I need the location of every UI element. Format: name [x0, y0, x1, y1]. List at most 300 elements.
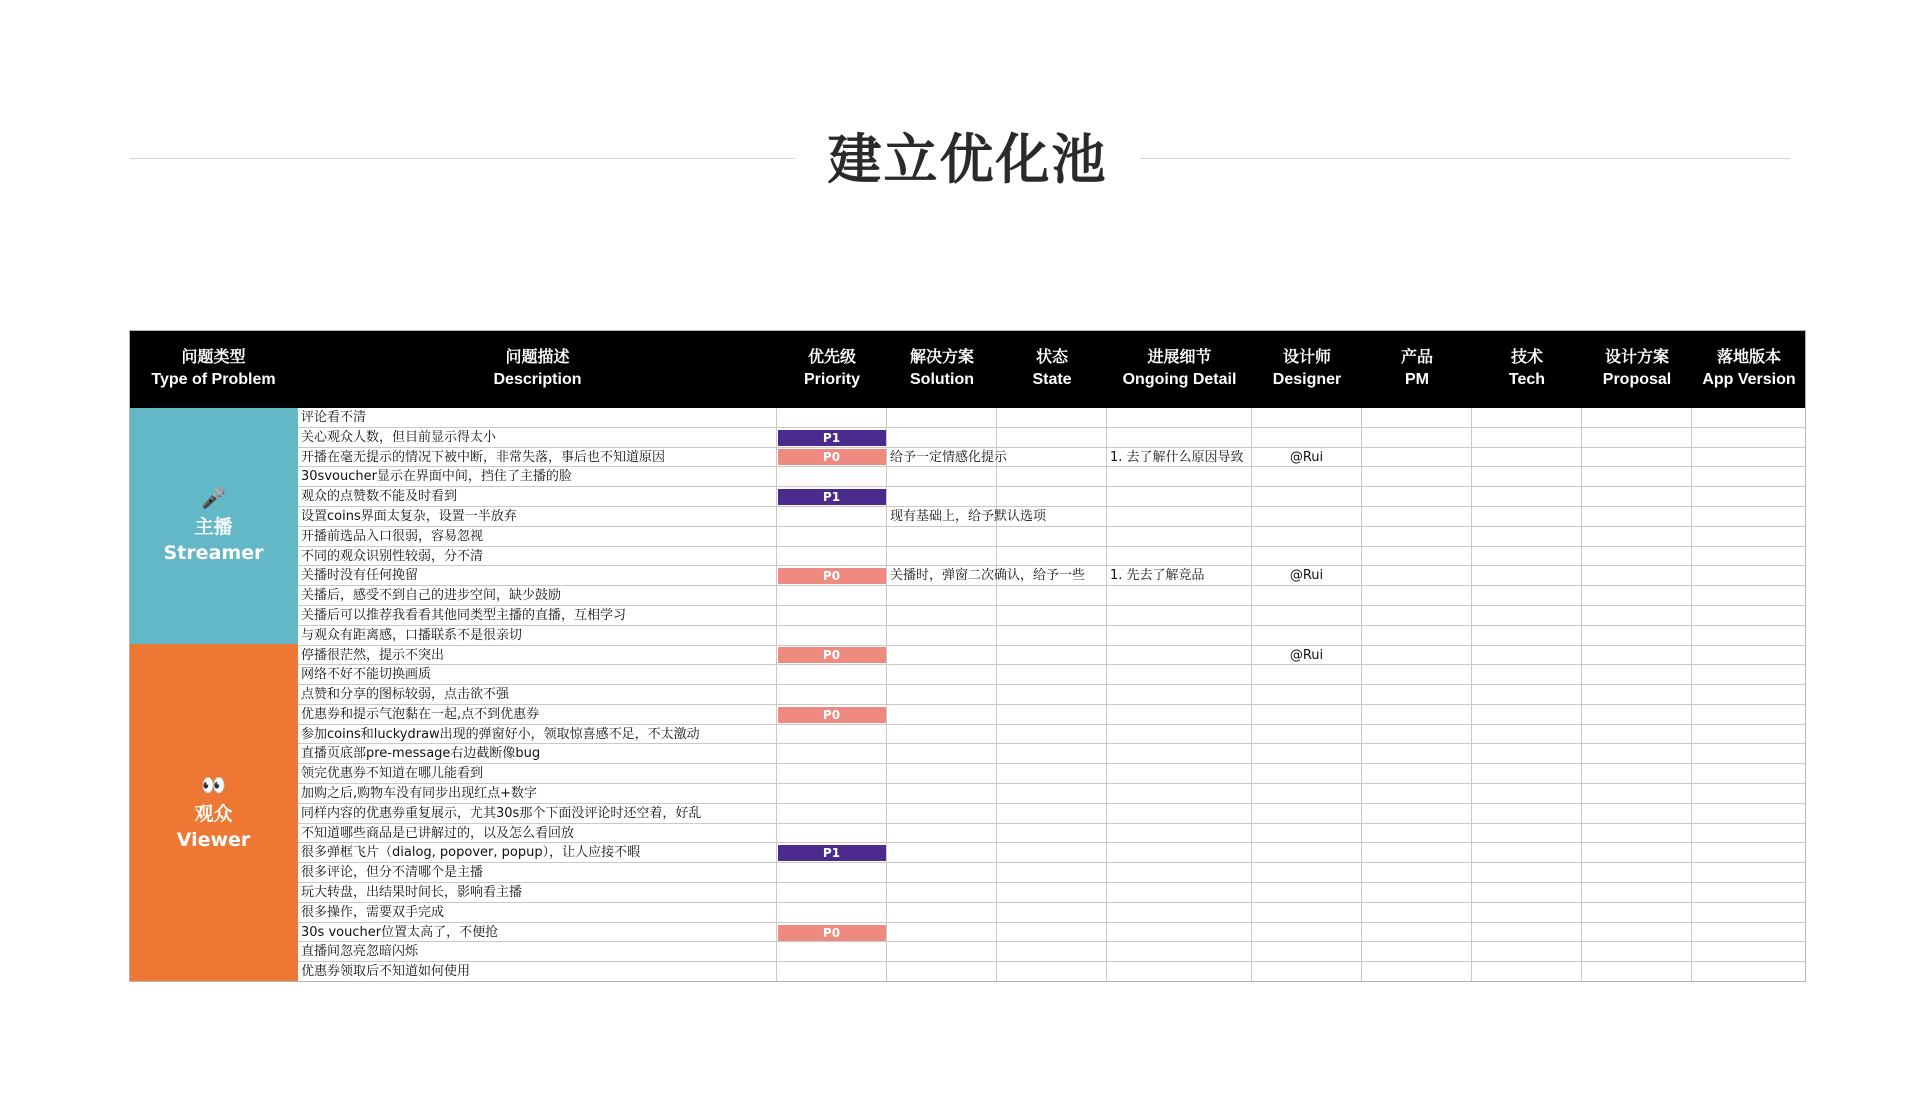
designer-cell[interactable] — [1252, 408, 1362, 428]
designer-cell[interactable] — [1252, 883, 1362, 903]
detail-cell[interactable] — [1107, 804, 1252, 824]
proposal-cell[interactable] — [1582, 665, 1692, 685]
state-cell[interactable] — [997, 408, 1107, 428]
solution-cell[interactable]: 现有基础上，给予默认选项 — [887, 507, 997, 527]
pm-cell[interactable] — [1362, 784, 1472, 804]
description-cell[interactable]: 关心观众人数，但目前显示得太小 — [298, 428, 777, 448]
priority-cell[interactable] — [777, 487, 887, 507]
designer-cell[interactable] — [1252, 824, 1362, 844]
solution-cell[interactable] — [887, 843, 997, 863]
solution-cell[interactable] — [887, 824, 997, 844]
solution-cell[interactable] — [887, 685, 997, 705]
tech-cell[interactable] — [1472, 646, 1582, 666]
tech-cell[interactable] — [1472, 487, 1582, 507]
priority-cell[interactable] — [777, 824, 887, 844]
detail-cell[interactable] — [1107, 586, 1252, 606]
pm-cell[interactable] — [1362, 626, 1472, 646]
detail-cell[interactable] — [1107, 923, 1252, 943]
description-cell[interactable]: 很多评论，但分不清哪个是主播 — [298, 863, 777, 883]
designer-cell[interactable] — [1252, 527, 1362, 547]
state-cell[interactable] — [997, 566, 1107, 586]
category-label-cn: 主播 — [194, 516, 233, 538]
state-cell[interactable] — [997, 487, 1107, 507]
description-cell[interactable]: 不知道哪些商品是已讲解过的，以及怎么看回放 — [298, 824, 777, 844]
priority-cell[interactable] — [777, 606, 887, 626]
state-cell[interactable] — [997, 725, 1107, 745]
solution-cell[interactable] — [887, 646, 997, 666]
proposal-cell[interactable] — [1582, 725, 1692, 745]
detail-cell[interactable] — [1107, 725, 1252, 745]
priority-cell[interactable] — [777, 705, 887, 725]
table-row — [298, 725, 1806, 745]
priority-cell[interactable] — [777, 883, 887, 903]
app-version-cell[interactable] — [1692, 903, 1806, 923]
proposal-cell[interactable] — [1582, 824, 1692, 844]
description-cell[interactable]: 开播前选品入口很弱，容易忽视 — [298, 527, 777, 547]
proposal-cell[interactable] — [1582, 962, 1692, 982]
detail-cell[interactable] — [1107, 863, 1252, 883]
pm-cell[interactable] — [1362, 665, 1472, 685]
state-cell[interactable] — [997, 942, 1107, 962]
app-version-cell[interactable] — [1692, 467, 1806, 487]
designer-cell[interactable] — [1252, 606, 1362, 626]
tech-cell[interactable] — [1472, 784, 1582, 804]
priority-cell[interactable] — [777, 725, 887, 745]
app-version-cell[interactable] — [1692, 527, 1806, 547]
solution-cell[interactable] — [887, 784, 997, 804]
tech-cell[interactable] — [1472, 408, 1582, 428]
description-cell[interactable]: 玩大转盘，出结果时间长，影响看主播 — [298, 883, 777, 903]
tech-cell[interactable] — [1472, 547, 1582, 567]
description-cell[interactable]: 关播时没有任何挽留 — [298, 566, 777, 586]
detail-cell[interactable] — [1107, 883, 1252, 903]
state-cell[interactable] — [997, 665, 1107, 685]
description-cell[interactable]: 很多弹框飞片（dialog, popover, popup），让人应接不暇 — [298, 843, 777, 863]
proposal-cell[interactable] — [1582, 705, 1692, 725]
description-cell[interactable]: 开播在毫无提示的情况下被中断，非常失落，事后也不知道原因 — [298, 448, 777, 468]
pm-cell[interactable] — [1362, 824, 1472, 844]
tech-cell[interactable] — [1472, 428, 1582, 448]
app-version-cell[interactable] — [1692, 942, 1806, 962]
detail-cell[interactable] — [1107, 685, 1252, 705]
state-cell[interactable] — [997, 507, 1107, 527]
priority-cell[interactable] — [777, 665, 887, 685]
priority-cell[interactable] — [777, 408, 887, 428]
header-label-en: App Version — [1702, 371, 1796, 388]
tech-cell[interactable] — [1472, 883, 1582, 903]
solution-cell[interactable] — [887, 467, 997, 487]
solution-cell[interactable] — [887, 903, 997, 923]
detail-cell[interactable] — [1107, 606, 1252, 626]
priority-cell[interactable] — [777, 923, 887, 943]
tech-cell[interactable] — [1472, 744, 1582, 764]
detail-cell[interactable] — [1107, 903, 1252, 923]
tech-cell[interactable] — [1472, 863, 1582, 883]
proposal-cell[interactable] — [1582, 883, 1692, 903]
detail-cell[interactable] — [1107, 962, 1252, 982]
proposal-cell[interactable] — [1582, 467, 1692, 487]
designer-cell[interactable]: @Rui — [1252, 566, 1362, 586]
designer-cell[interactable]: @Rui — [1252, 448, 1362, 468]
designer-cell[interactable] — [1252, 764, 1362, 784]
app-version-cell[interactable] — [1692, 487, 1806, 507]
pm-cell[interactable] — [1362, 586, 1472, 606]
tech-cell[interactable] — [1472, 942, 1582, 962]
app-version-cell[interactable] — [1692, 606, 1806, 626]
solution-cell[interactable] — [887, 764, 997, 784]
state-cell[interactable] — [997, 843, 1107, 863]
description-cell[interactable]: 直播间忽亮忽暗闪烁 — [298, 942, 777, 962]
proposal-cell[interactable] — [1582, 626, 1692, 646]
detail-cell[interactable] — [1107, 527, 1252, 547]
tech-cell[interactable] — [1472, 507, 1582, 527]
pm-cell[interactable] — [1362, 428, 1472, 448]
proposal-cell[interactable] — [1582, 646, 1692, 666]
state-cell[interactable] — [997, 962, 1107, 982]
solution-cell[interactable] — [887, 606, 997, 626]
proposal-cell[interactable] — [1582, 685, 1692, 705]
tech-cell[interactable] — [1472, 764, 1582, 784]
solution-cell[interactable] — [887, 665, 997, 685]
app-version-cell[interactable] — [1692, 665, 1806, 685]
description-cell[interactable]: 与观众有距离感，口播联系不是很亲切 — [298, 626, 777, 646]
detail-cell[interactable] — [1107, 665, 1252, 685]
state-cell[interactable] — [997, 744, 1107, 764]
pm-cell[interactable] — [1362, 764, 1472, 784]
solution-cell[interactable] — [887, 626, 997, 646]
priority-cell[interactable] — [777, 566, 887, 586]
table-row — [298, 942, 1806, 962]
designer-cell[interactable] — [1252, 507, 1362, 527]
tech-cell[interactable] — [1472, 725, 1582, 745]
app-version-cell[interactable] — [1692, 843, 1806, 863]
detail-cell[interactable] — [1107, 705, 1252, 725]
description-cell[interactable]: 加购之后,购物车没有同步出现红点+数字 — [298, 784, 777, 804]
pm-cell[interactable] — [1362, 606, 1472, 626]
solution-cell[interactable] — [887, 962, 997, 982]
proposal-cell[interactable] — [1582, 507, 1692, 527]
solution-cell[interactable] — [887, 408, 997, 428]
priority-cell[interactable] — [777, 428, 887, 448]
description-cell[interactable]: 关播后，感受不到自己的进步空间，缺少鼓励 — [298, 586, 777, 606]
priority-cell[interactable] — [777, 744, 887, 764]
description-cell[interactable]: 很多操作，需要双手完成 — [298, 903, 777, 923]
pm-cell[interactable] — [1362, 962, 1472, 982]
pm-cell[interactable] — [1362, 507, 1472, 527]
solution-cell[interactable] — [887, 705, 997, 725]
tech-cell[interactable] — [1472, 665, 1582, 685]
pm-cell[interactable] — [1362, 804, 1472, 824]
designer-cell[interactable] — [1252, 744, 1362, 764]
pm-cell[interactable] — [1362, 725, 1472, 745]
detail-cell[interactable] — [1107, 428, 1252, 448]
designer-cell[interactable]: @Rui — [1252, 646, 1362, 666]
tech-cell[interactable] — [1472, 824, 1582, 844]
table-grid — [298, 408, 1806, 982]
app-version-cell[interactable] — [1692, 448, 1806, 468]
proposal-cell[interactable] — [1582, 547, 1692, 567]
detail-cell[interactable]: 1. 去了解什么原因导致 — [1107, 448, 1252, 468]
description-cell[interactable]: 不同的观众识别性较弱，分不清 — [298, 547, 777, 567]
header-label-cn: 优先级 — [807, 349, 856, 366]
pm-cell[interactable] — [1362, 487, 1472, 507]
designer-cell[interactable] — [1252, 685, 1362, 705]
proposal-cell[interactable] — [1582, 487, 1692, 507]
designer-cell[interactable] — [1252, 923, 1362, 943]
designer-cell[interactable] — [1252, 784, 1362, 804]
solution-cell[interactable] — [887, 586, 997, 606]
app-version-cell[interactable] — [1692, 566, 1806, 586]
state-cell[interactable] — [997, 804, 1107, 824]
pm-cell[interactable] — [1362, 705, 1472, 725]
state-cell[interactable] — [997, 705, 1107, 725]
detail-cell[interactable] — [1107, 646, 1252, 666]
pm-cell[interactable] — [1362, 923, 1472, 943]
solution-cell[interactable] — [887, 547, 997, 567]
header-tech — [1472, 330, 1582, 408]
detail-cell[interactable] — [1107, 824, 1252, 844]
state-cell[interactable] — [997, 784, 1107, 804]
app-version-cell[interactable] — [1692, 883, 1806, 903]
description-cell[interactable]: 优惠券和提示气泡黏在一起,点不到优惠券 — [298, 705, 777, 725]
tech-cell[interactable] — [1472, 705, 1582, 725]
priority-cell[interactable] — [777, 586, 887, 606]
priority-cell[interactable] — [777, 527, 887, 547]
priority-cell[interactable] — [777, 507, 887, 527]
state-cell[interactable] — [997, 903, 1107, 923]
tech-cell[interactable] — [1472, 685, 1582, 705]
pm-cell[interactable] — [1362, 883, 1472, 903]
app-version-cell[interactable] — [1692, 586, 1806, 606]
priority-cell[interactable] — [777, 863, 887, 883]
priority-cell[interactable] — [777, 626, 887, 646]
pm-cell[interactable] — [1362, 408, 1472, 428]
pm-cell[interactable] — [1362, 646, 1472, 666]
app-version-cell[interactable] — [1692, 804, 1806, 824]
priority-cell[interactable] — [777, 804, 887, 824]
proposal-cell[interactable] — [1582, 606, 1692, 626]
detail-cell[interactable] — [1107, 784, 1252, 804]
state-cell[interactable] — [997, 448, 1107, 468]
proposal-cell[interactable] — [1582, 744, 1692, 764]
description-cell[interactable]: 评论看不清 — [298, 408, 777, 428]
tech-cell[interactable] — [1472, 962, 1582, 982]
solution-cell[interactable]: 关播时，弹窗二次确认，给予一些 — [887, 566, 997, 586]
proposal-cell[interactable] — [1582, 804, 1692, 824]
tech-cell[interactable] — [1472, 467, 1582, 487]
solution-cell[interactable] — [887, 744, 997, 764]
app-version-cell[interactable] — [1692, 507, 1806, 527]
state-cell[interactable] — [997, 527, 1107, 547]
priority-cell[interactable] — [777, 646, 887, 666]
state-cell[interactable] — [997, 883, 1107, 903]
app-version-cell[interactable] — [1692, 408, 1806, 428]
app-version-cell[interactable] — [1692, 725, 1806, 745]
designer-cell[interactable] — [1252, 665, 1362, 685]
description-cell[interactable]: 设置coins界面太复杂，设置一半放弃 — [298, 507, 777, 527]
app-version-cell[interactable] — [1692, 428, 1806, 448]
designer-cell[interactable] — [1252, 942, 1362, 962]
state-cell[interactable] — [997, 547, 1107, 567]
state-cell[interactable] — [997, 606, 1107, 626]
proposal-cell[interactable] — [1582, 566, 1692, 586]
detail-cell[interactable] — [1107, 487, 1252, 507]
designer-cell[interactable] — [1252, 487, 1362, 507]
state-cell[interactable] — [997, 626, 1107, 646]
priority-cell[interactable] — [777, 764, 887, 784]
designer-cell[interactable] — [1252, 843, 1362, 863]
designer-cell[interactable] — [1252, 428, 1362, 448]
app-version-cell[interactable] — [1692, 685, 1806, 705]
tech-cell[interactable] — [1472, 606, 1582, 626]
proposal-cell[interactable] — [1582, 428, 1692, 448]
app-version-cell[interactable] — [1692, 626, 1806, 646]
designer-cell[interactable] — [1252, 467, 1362, 487]
designer-cell[interactable] — [1252, 725, 1362, 745]
tech-cell[interactable] — [1472, 626, 1582, 646]
page-header — [0, 120, 1920, 200]
app-version-cell[interactable] — [1692, 705, 1806, 725]
priority-cell[interactable] — [777, 784, 887, 804]
detail-cell[interactable] — [1107, 626, 1252, 646]
app-version-cell[interactable] — [1692, 744, 1806, 764]
state-cell[interactable] — [997, 824, 1107, 844]
tech-cell[interactable] — [1472, 923, 1582, 943]
detail-cell[interactable] — [1107, 843, 1252, 863]
detail-cell[interactable] — [1107, 942, 1252, 962]
state-cell[interactable] — [997, 923, 1107, 943]
pm-cell[interactable] — [1362, 566, 1472, 586]
state-cell[interactable] — [997, 646, 1107, 666]
description-cell[interactable]: 观众的点赞数不能及时看到 — [298, 487, 777, 507]
solution-cell[interactable] — [887, 487, 997, 507]
description-cell[interactable]: 优惠券领取后不知道如何使用 — [298, 962, 777, 982]
tech-cell[interactable] — [1472, 586, 1582, 606]
description-cell[interactable]: 点赞和分享的图标较弱，点击欲不强 — [298, 685, 777, 705]
priority-cell[interactable] — [777, 843, 887, 863]
state-cell[interactable] — [997, 685, 1107, 705]
description-cell[interactable]: 30svoucher显示在界面中间，挡住了主播的脸 — [298, 467, 777, 487]
priority-cell[interactable] — [777, 685, 887, 705]
proposal-cell[interactable] — [1582, 527, 1692, 547]
detail-cell[interactable] — [1107, 408, 1252, 428]
designer-cell[interactable] — [1252, 705, 1362, 725]
description-cell[interactable]: 网络不好不能切换画质 — [298, 665, 777, 685]
proposal-cell[interactable] — [1582, 863, 1692, 883]
proposal-cell[interactable] — [1582, 448, 1692, 468]
priority-cell[interactable] — [777, 448, 887, 468]
proposal-cell[interactable] — [1582, 903, 1692, 923]
description-cell[interactable]: 关播后可以推荐我看看其他同类型主播的直播，互相学习 — [298, 606, 777, 626]
pm-cell[interactable] — [1362, 843, 1472, 863]
table-row — [298, 527, 1806, 547]
tech-cell[interactable] — [1472, 843, 1582, 863]
solution-cell[interactable] — [887, 428, 997, 448]
proposal-cell[interactable] — [1582, 764, 1692, 784]
tech-cell[interactable] — [1472, 527, 1582, 547]
solution-cell[interactable] — [887, 883, 997, 903]
app-version-cell[interactable] — [1692, 764, 1806, 784]
priority-cell[interactable] — [777, 547, 887, 567]
detail-cell[interactable] — [1107, 507, 1252, 527]
description-cell[interactable]: 领完优惠券不知道在哪儿能看到 — [298, 764, 777, 784]
priority-cell[interactable] — [777, 942, 887, 962]
eyes-icon: 👀 — [201, 773, 226, 797]
proposal-cell[interactable] — [1582, 923, 1692, 943]
app-version-cell[interactable] — [1692, 646, 1806, 666]
detail-cell[interactable] — [1107, 744, 1252, 764]
detail-cell[interactable] — [1107, 764, 1252, 784]
app-version-cell[interactable] — [1692, 962, 1806, 982]
priority-cell[interactable] — [777, 962, 887, 982]
designer-cell[interactable] — [1252, 962, 1362, 982]
pm-cell[interactable] — [1362, 744, 1472, 764]
detail-cell[interactable] — [1107, 547, 1252, 567]
proposal-cell[interactable] — [1582, 784, 1692, 804]
detail-cell[interactable]: 1. 先去了解竞品 — [1107, 566, 1252, 586]
solution-cell[interactable] — [887, 527, 997, 547]
designer-cell[interactable] — [1252, 903, 1362, 923]
pm-cell[interactable] — [1362, 942, 1472, 962]
description-cell[interactable]: 30s voucher位置太高了，不便抢 — [298, 923, 777, 943]
state-cell[interactable] — [997, 586, 1107, 606]
solution-cell[interactable] — [887, 804, 997, 824]
app-version-cell[interactable] — [1692, 863, 1806, 883]
solution-cell[interactable] — [887, 725, 997, 745]
proposal-cell[interactable] — [1582, 408, 1692, 428]
state-cell[interactable] — [997, 428, 1107, 448]
tech-cell[interactable] — [1472, 448, 1582, 468]
description-cell[interactable]: 参加coins和luckydraw出现的弹窗好小，领取惊喜感不足，不太激动 — [298, 725, 777, 745]
solution-cell[interactable] — [887, 942, 997, 962]
solution-cell[interactable] — [887, 923, 997, 943]
state-cell[interactable] — [997, 863, 1107, 883]
proposal-cell[interactable] — [1582, 942, 1692, 962]
priority-cell[interactable] — [777, 903, 887, 923]
proposal-cell[interactable] — [1582, 586, 1692, 606]
priority-cell[interactable] — [777, 467, 887, 487]
app-version-cell[interactable] — [1692, 824, 1806, 844]
state-cell[interactable] — [997, 764, 1107, 784]
pm-cell[interactable] — [1362, 685, 1472, 705]
state-cell[interactable] — [997, 467, 1107, 487]
solution-cell[interactable] — [887, 863, 997, 883]
designer-cell[interactable] — [1252, 626, 1362, 646]
app-version-cell[interactable] — [1692, 923, 1806, 943]
description-cell[interactable]: 直播页底部pre-message右边截断像bug — [298, 744, 777, 764]
tech-cell[interactable] — [1472, 903, 1582, 923]
app-version-cell[interactable] — [1692, 547, 1806, 567]
app-version-cell[interactable] — [1692, 784, 1806, 804]
tech-cell[interactable] — [1472, 804, 1582, 824]
proposal-cell[interactable] — [1582, 843, 1692, 863]
description-cell[interactable]: 同样内容的优惠券重复展示，尤其30s那个下面没评论时还空着，好乱 — [298, 804, 777, 824]
description-cell[interactable]: 停播很茫然，提示不突出 — [298, 646, 777, 666]
designer-cell[interactable] — [1252, 586, 1362, 606]
pm-cell[interactable] — [1362, 547, 1472, 567]
pm-cell[interactable] — [1362, 903, 1472, 923]
designer-cell[interactable] — [1252, 863, 1362, 883]
solution-cell[interactable]: 给予一定情感化提示 — [887, 448, 997, 468]
pm-cell[interactable] — [1362, 448, 1472, 468]
pm-cell[interactable] — [1362, 863, 1472, 883]
detail-cell[interactable] — [1107, 467, 1252, 487]
tech-cell[interactable] — [1472, 566, 1582, 586]
pm-cell[interactable] — [1362, 527, 1472, 547]
designer-cell[interactable] — [1252, 547, 1362, 567]
pm-cell[interactable] — [1362, 467, 1472, 487]
designer-cell[interactable] — [1252, 804, 1362, 824]
